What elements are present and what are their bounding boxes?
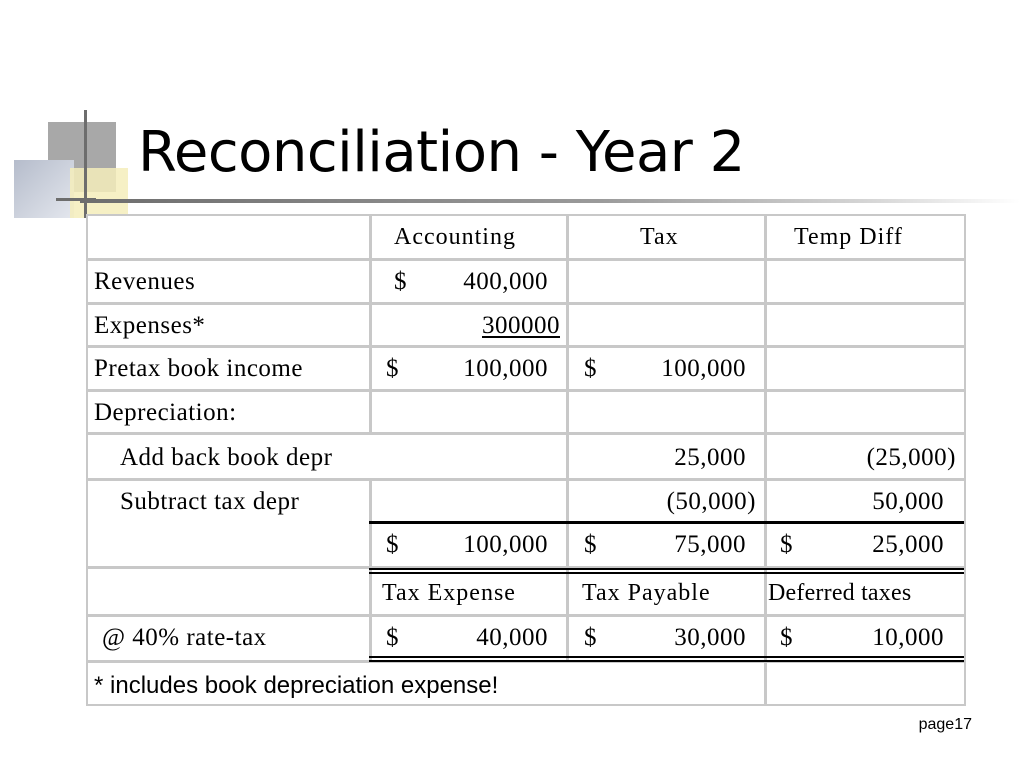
row-label-rate: @ 40% rate-tax	[102, 624, 267, 651]
total-accounting: 100,000	[463, 531, 548, 558]
row-label-depreciation: Depreciation:	[94, 399, 237, 426]
subtract-temp-diff: 50,000	[872, 488, 944, 515]
row-label-pretax: Pretax book income	[94, 355, 303, 382]
page-number: page17	[918, 716, 972, 733]
grid-line	[369, 216, 372, 432]
grid-line	[88, 432, 964, 435]
dollar-sign: $	[584, 355, 597, 382]
header-tax-payable: Tax Payable	[582, 580, 711, 606]
expenses-accounting: 300000	[482, 312, 560, 339]
title-underline	[80, 199, 1020, 203]
header-deferred-taxes: Deferred taxes	[768, 580, 912, 606]
grid-line	[88, 389, 964, 392]
header-accounting: Accounting	[394, 224, 516, 250]
tax-payable-value: 30,000	[674, 624, 746, 651]
double-rule	[369, 656, 964, 658]
header-tax: Tax	[640, 224, 679, 250]
header-tax-expense: Tax Expense	[382, 580, 516, 606]
row-label-revenues: Revenues	[94, 268, 196, 295]
row-label-subtract: Subtract tax depr	[120, 488, 300, 515]
dollar-sign: $	[780, 624, 793, 651]
decorative-square-blue	[14, 160, 74, 218]
grid-line	[764, 216, 767, 706]
total-temp-diff: 25,000	[872, 531, 944, 558]
dollar-sign: $	[584, 624, 597, 651]
addback-tax: 25,000	[674, 444, 746, 471]
total-rule	[369, 521, 964, 524]
double-rule	[369, 568, 964, 570]
grid-line	[88, 302, 964, 305]
revenues-accounting: 400,000	[463, 268, 548, 295]
double-rule	[369, 572, 964, 574]
header-temp-diff: Temp Diff	[794, 224, 903, 250]
decorative-square-yellow	[70, 168, 128, 218]
subtract-tax: (50,000)	[666, 488, 756, 515]
row-label-expenses: Expenses*	[94, 312, 206, 339]
footnote: * includes book depreciation expense!	[94, 672, 499, 699]
total-tax: 75,000	[674, 531, 746, 558]
grid-line	[88, 345, 964, 348]
grid-line	[88, 258, 964, 261]
addback-temp-diff: (25,000)	[866, 444, 956, 471]
dollar-sign: $	[386, 355, 399, 382]
grid-line	[566, 216, 569, 660]
deferred-taxes-value: 10,000	[872, 624, 944, 651]
pretax-accounting: 100,000	[463, 355, 548, 382]
dollar-sign: $	[584, 531, 597, 558]
grid-line	[88, 478, 964, 481]
tax-expense-value: 40,000	[476, 624, 548, 651]
slide-title: Reconciliation - Year 2	[138, 120, 745, 185]
row-label-add-back: Add back book depr	[120, 444, 333, 471]
dollar-sign: $	[386, 624, 399, 651]
dollar-sign: $	[386, 531, 399, 558]
double-rule	[369, 660, 964, 662]
pretax-tax: 100,000	[661, 355, 746, 382]
grid-line	[88, 614, 964, 617]
reconciliation-table	[86, 214, 966, 706]
dollar-sign: $	[780, 531, 793, 558]
dollar-sign: $	[394, 268, 407, 295]
